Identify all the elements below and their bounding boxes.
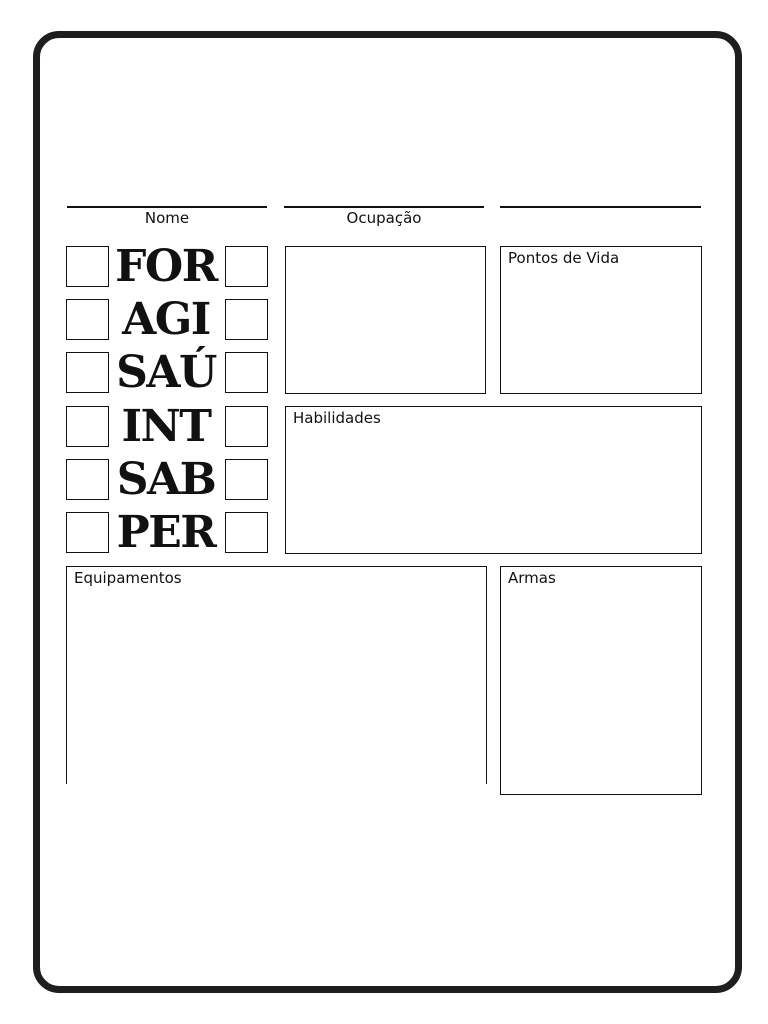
pontos-de-vida-panel[interactable] bbox=[500, 246, 702, 394]
armas-title: Armas bbox=[508, 569, 556, 587]
attribute-right-box[interactable] bbox=[225, 352, 268, 393]
armas-panel[interactable] bbox=[500, 566, 702, 795]
attribute-label: SAÚ bbox=[116, 347, 216, 398]
attribute-left-box[interactable] bbox=[66, 246, 109, 287]
attribute-right-box[interactable] bbox=[225, 406, 268, 447]
attribute-right-box[interactable] bbox=[225, 246, 268, 287]
attribute-right-box[interactable] bbox=[225, 512, 268, 553]
attribute-label: INT bbox=[121, 401, 211, 452]
pontos-de-vida-title: Pontos de Vida bbox=[508, 249, 620, 267]
attribute-left-box[interactable] bbox=[66, 406, 109, 447]
attribute-label: SAB bbox=[116, 454, 216, 505]
nome-label: Nome bbox=[144, 209, 190, 227]
ocupacao-label: Ocupação bbox=[346, 209, 422, 227]
attribute-label: PER bbox=[116, 507, 216, 558]
attribute-row-per bbox=[0, 508, 300, 558]
attribute-label: FOR bbox=[115, 241, 217, 292]
attribute-left-box[interactable] bbox=[66, 352, 109, 393]
equipamentos-panel[interactable] bbox=[66, 566, 487, 784]
habilidades-title: Habilidades bbox=[293, 409, 381, 427]
attribute-right-box[interactable] bbox=[225, 459, 268, 500]
attribute-row-sau bbox=[0, 348, 300, 398]
attribute-right-box[interactable] bbox=[225, 299, 268, 340]
attribute-row-for bbox=[0, 242, 300, 292]
attribute-left-box[interactable] bbox=[66, 512, 109, 553]
attribute-row-int bbox=[0, 402, 300, 452]
attribute-left-box[interactable] bbox=[66, 459, 109, 500]
attribute-row-sab bbox=[0, 455, 300, 505]
attribute-label: AGI bbox=[122, 294, 210, 345]
blank-header-line[interactable] bbox=[500, 206, 701, 208]
equipamentos-title: Equipamentos bbox=[74, 569, 182, 587]
top-middle-panel[interactable] bbox=[285, 246, 486, 394]
attribute-row-agi bbox=[0, 295, 300, 345]
attribute-left-box[interactable] bbox=[66, 299, 109, 340]
habilidades-panel[interactable] bbox=[285, 406, 702, 554]
